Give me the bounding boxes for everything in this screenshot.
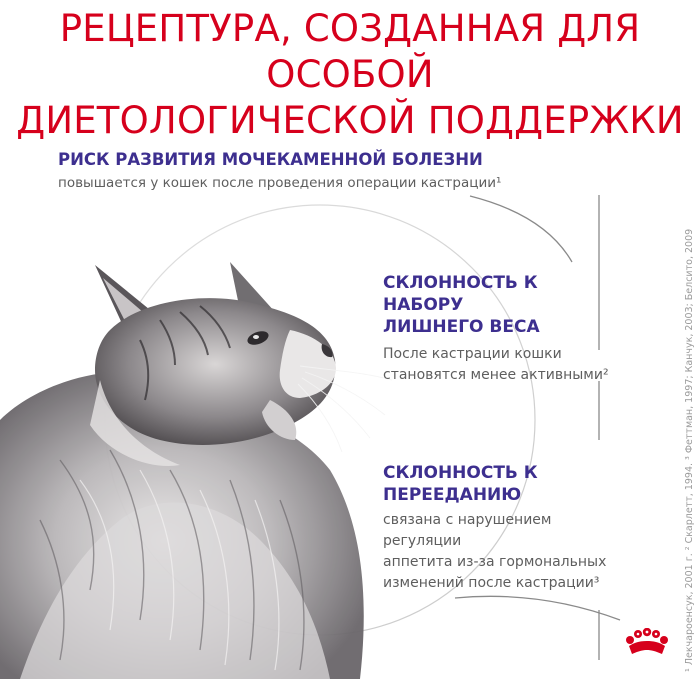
page-title: [0, 6, 700, 144]
benefit-description: повышается у кошек после проведения операции кастрации¹: [58, 175, 502, 191]
references-footnote: ¹ Лекчароенсук, 2001 г. ² Скарлетт, 1994. ³ Феттман, 1997; Канчук, 2003; Белсито, 2009: [684, 228, 695, 672]
benefit-heading: СКЛОННОСТЬ К ПЕРЕЕДАНИЮ: [383, 463, 538, 505]
benefit-block-urolithiasis: [58, 149, 598, 194]
benefit-block-weight-gain: [383, 272, 613, 386]
royal-canin-crown-icon: [625, 628, 669, 660]
page-title-line-1: РЕЦЕПТУРА, СОЗДАННАЯ ДЛЯ ОСОБОЙ: [59, 7, 641, 96]
benefit-heading: СКЛОННОСТЬ К НАБОРУ ЛИШНЕГО ВЕСА: [383, 273, 540, 337]
benefit-description: После кастрации кошки становятся менее активными²: [383, 346, 609, 383]
benefit-block-overeating: [383, 462, 623, 594]
benefit-description: связана с нарушением регуляции аппетита из-за гормональных изменений после кастрации³: [383, 512, 607, 591]
page-title-line-2: ДИЕТОЛОГИЧЕСКОЙ ПОДДЕРЖКИ: [16, 99, 684, 142]
benefit-heading: РИСК РАЗВИТИЯ МОЧЕКАМЕННОЙ БОЛЕЗНИ: [58, 150, 483, 169]
